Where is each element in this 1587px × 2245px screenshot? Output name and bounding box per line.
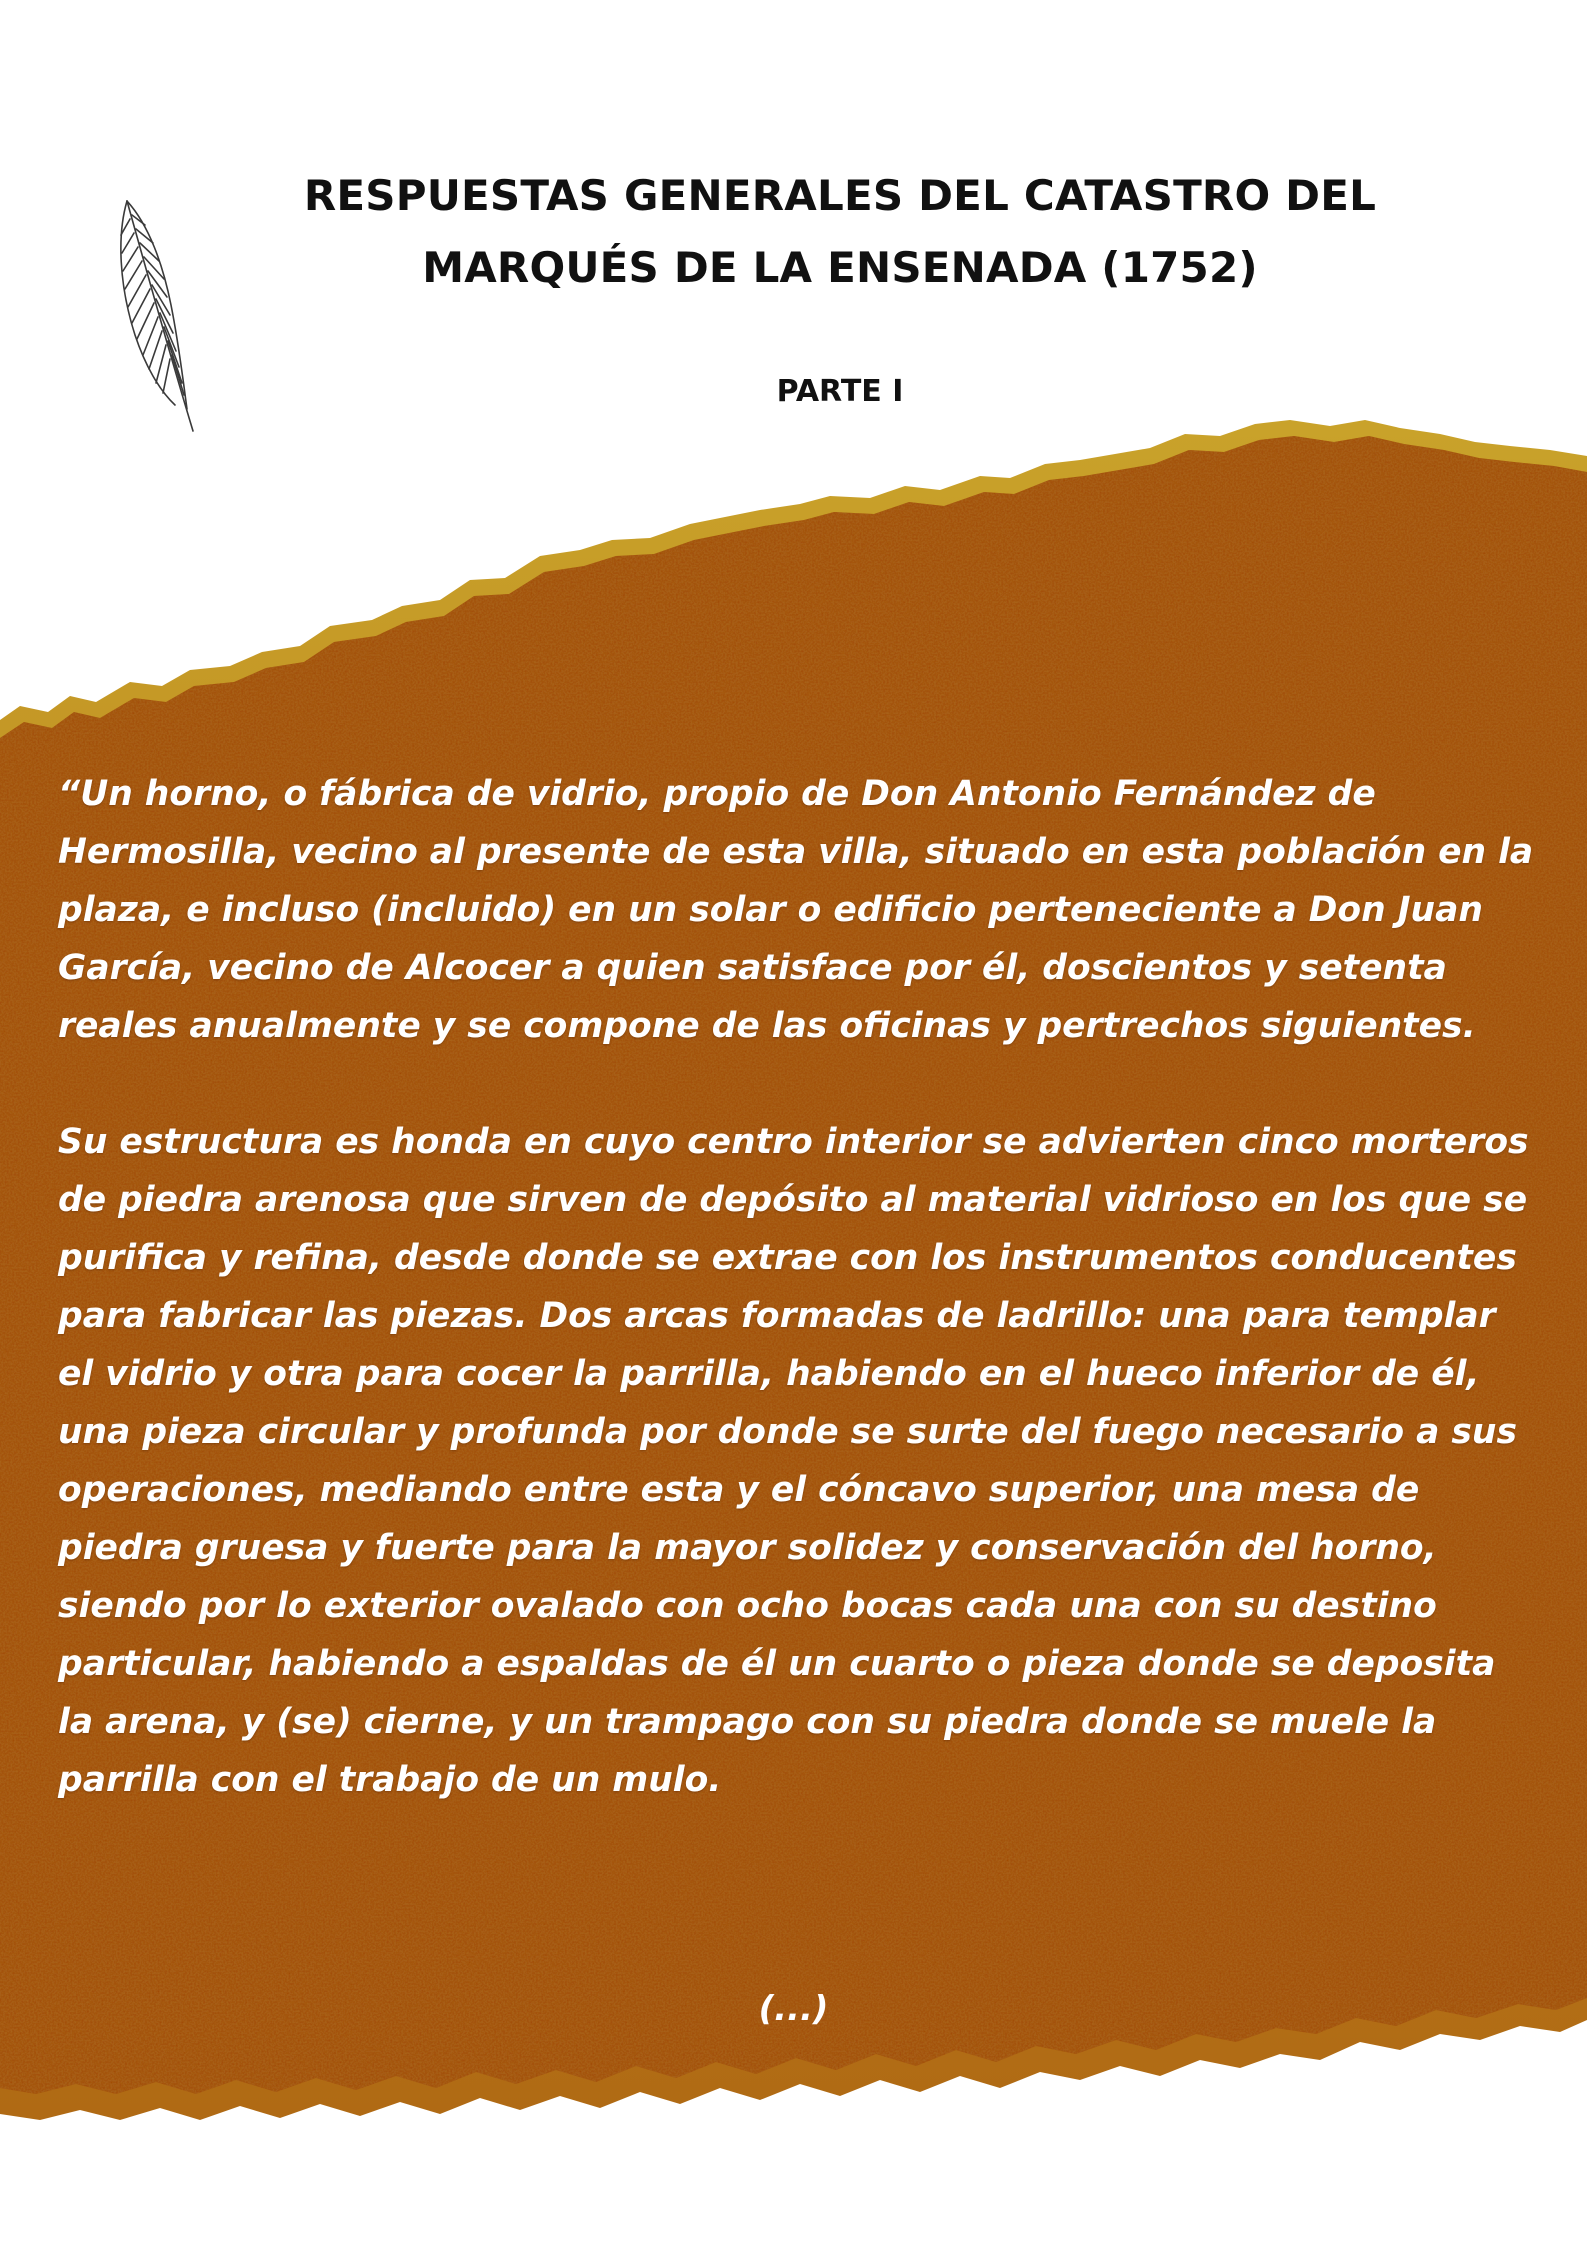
paragraph-1: “Un horno, o fábrica de vidrio, propio de Don Antonio Fernández de Hermosilla, vecino al presente de esta villa, situado en esta población en la plaza, e incluso (incluido) en un solar o edificio perteneciente a Don Juan García, vecino de Alcocer a quien satisface por él, doscientos y setenta reales anualmente y se compone de las oficinas y pertrechos siguientes.: [58, 774, 1534, 1046]
document-header: [280, 160, 1400, 412]
quoted-text-block: [58, 765, 1538, 1809]
title-line-2: MARQUÉS DE LA ENSENADA (1752): [422, 243, 1258, 292]
feather-quill-icon: [115, 195, 215, 435]
title-line-1: RESPUESTAS GENERALES DEL CATASTRO DEL: [303, 171, 1377, 220]
document-title: [280, 160, 1400, 304]
paragraph-2: Su estructura es honda en cuyo centro interior se advierten cinco morteros de piedra arenosa que sirven de depósito al material vidrioso en los que se purifica y refina, desde donde se extrae con los instrumentos conducentes para fabricar las piezas. Dos arcas formadas de ladrillo: una para templar el vidrio y otra para cocer la parrilla, habiendo en el hueco inferior de él, una pieza circular y profunda por donde se surte del fuego necesario a sus operaciones, mediando entre esta y el cóncavo superior, una mesa de piedra gruesa y fuerte para la mayor solidez y conservación del horno, siendo por lo exterior ovalado con ocho bocas cada una con su destino particular, habiendo a espaldas de él un cuarto o pieza donde se deposita la arena, y (se) cierne, y un trampago con su piedra donde se muele la parrilla con el trabajo de un mulo.: [58, 1122, 1529, 1800]
ellipsis-marker: (...): [758, 1989, 829, 2029]
document-subtitle: PARTE I: [776, 374, 904, 409]
